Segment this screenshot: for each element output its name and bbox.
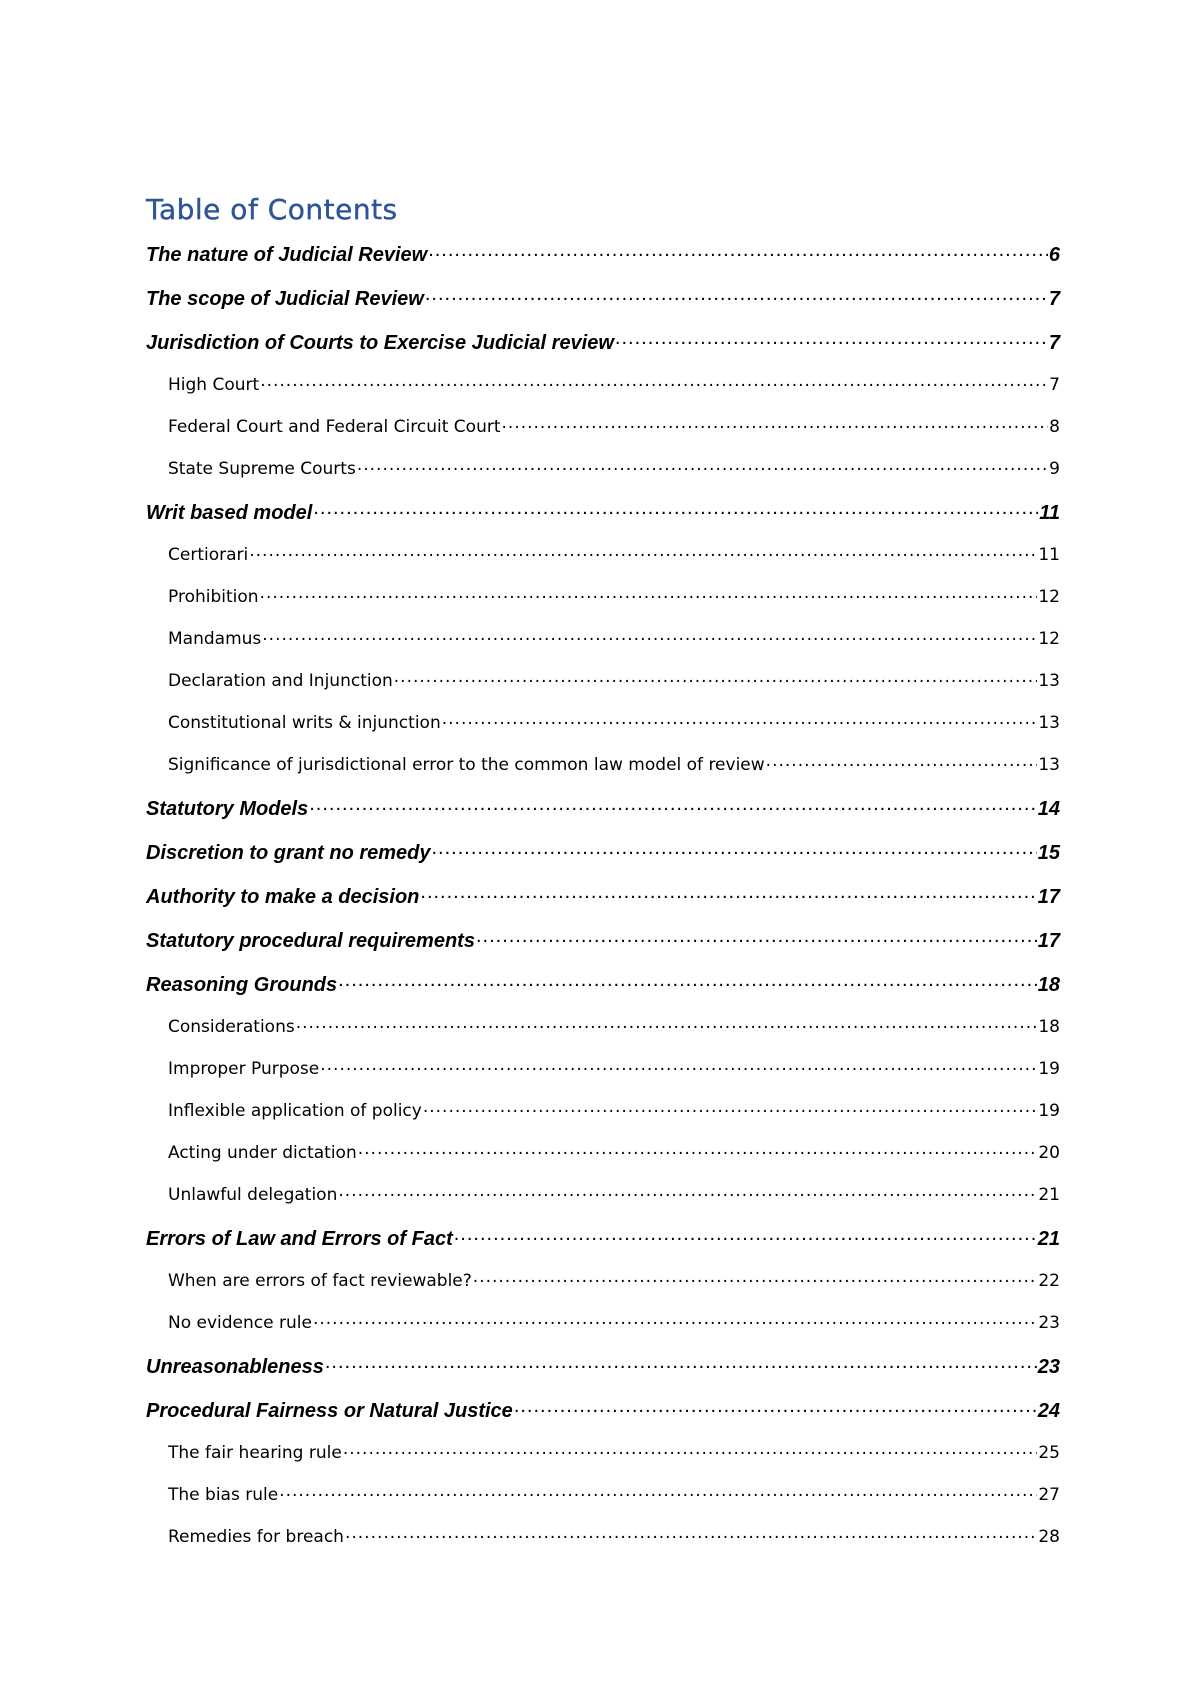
toc-subheading-entry[interactable] — [146, 753, 1060, 795]
toc-dot-leader — [249, 543, 1037, 560]
toc-entry-label: Federal Court and Federal Circuit Court — [168, 417, 501, 437]
toc-heading-entry[interactable] — [146, 1353, 1060, 1397]
toc-entry-label: Certiorari — [168, 545, 249, 565]
toc-dot-leader — [260, 585, 1038, 602]
toc-dot-leader — [394, 669, 1038, 686]
toc-subheading-entry[interactable] — [146, 415, 1060, 457]
toc-entry-label: Unreasonableness — [146, 1356, 324, 1378]
toc-dot-leader — [313, 499, 1038, 519]
toc-dot-leader — [442, 711, 1038, 728]
toc-page-number: 25 — [1038, 1443, 1060, 1463]
toc-subheading-entry[interactable] — [146, 1183, 1060, 1225]
toc-page-number: 19 — [1038, 1101, 1060, 1121]
toc-dot-leader — [454, 1225, 1037, 1245]
toc-heading-entry[interactable] — [146, 1397, 1060, 1441]
toc-dot-leader — [357, 457, 1048, 474]
toc-entry-label: Improper Purpose — [168, 1059, 320, 1079]
toc-page-number: 13 — [1038, 671, 1060, 691]
toc-dot-leader — [473, 1269, 1038, 1286]
toc-page-number: 11 — [1038, 545, 1060, 565]
toc-page-number: 7 — [1048, 288, 1060, 310]
toc-page-number: 12 — [1038, 629, 1060, 649]
toc-heading-entry[interactable] — [146, 285, 1060, 329]
toc-heading-entry[interactable] — [146, 839, 1060, 883]
toc-dot-leader — [313, 1311, 1037, 1328]
toc-heading-entry[interactable] — [146, 241, 1060, 285]
toc-entry-label: Inflexible application of policy — [168, 1101, 422, 1121]
toc-heading-entry[interactable] — [146, 1225, 1060, 1269]
toc-entry-label: Authority to make a decision — [146, 886, 420, 908]
toc-entry-label: Statutory procedural requirements — [146, 930, 475, 952]
toc-entry-label: Reasoning Grounds — [146, 974, 338, 996]
toc-page-number: 9 — [1049, 459, 1060, 479]
toc-heading-entry[interactable] — [146, 795, 1060, 839]
toc-dot-leader — [338, 1183, 1037, 1200]
toc-entry-label: When are errors of fact reviewable? — [168, 1271, 472, 1291]
toc-page-number: 22 — [1038, 1271, 1060, 1291]
toc-dot-leader — [320, 1057, 1037, 1074]
toc-page-number: 27 — [1038, 1485, 1060, 1505]
toc-page-number: 7 — [1049, 375, 1060, 395]
toc-page-number: 13 — [1038, 755, 1060, 775]
toc-subheading-entry[interactable] — [146, 711, 1060, 753]
toc-dot-leader — [358, 1141, 1038, 1158]
toc-heading-entry[interactable] — [146, 499, 1060, 543]
toc-dot-leader — [428, 241, 1048, 261]
toc-subheading-entry[interactable] — [146, 1057, 1060, 1099]
toc-dot-leader — [476, 927, 1037, 947]
toc-subheading-entry[interactable] — [146, 1099, 1060, 1141]
toc-page-number: 24 — [1037, 1400, 1060, 1422]
toc-dot-leader — [432, 839, 1037, 859]
toc-page-number: 19 — [1038, 1059, 1060, 1079]
toc-dot-leader — [343, 1441, 1038, 1458]
toc-entry-label: Declaration and Injunction — [168, 671, 393, 691]
toc-subheading-entry[interactable] — [146, 1441, 1060, 1483]
toc-entry-label: State Supreme Courts — [168, 459, 356, 479]
toc-heading-entry[interactable] — [146, 883, 1060, 927]
toc-dot-leader — [345, 1525, 1037, 1542]
toc-page-number: 14 — [1037, 798, 1060, 820]
toc-page-number: 15 — [1037, 842, 1060, 864]
toc-entry-label: No evidence rule — [168, 1313, 312, 1333]
toc-dot-leader — [309, 795, 1037, 815]
toc-page-number: 21 — [1037, 1228, 1060, 1250]
toc-entry-label: High Court — [168, 375, 260, 395]
toc-heading-entry[interactable] — [146, 329, 1060, 373]
toc-entry-label: Significance of jurisdictional error to the common law model of review — [168, 755, 765, 775]
toc-subheading-entry[interactable] — [146, 1311, 1060, 1353]
toc-dot-leader — [296, 1015, 1038, 1032]
toc-entry-label: Writ based model — [146, 502, 313, 524]
toc-entry-label: Considerations — [168, 1017, 295, 1037]
toc-subheading-entry[interactable] — [146, 1525, 1060, 1567]
toc-entry-label: Procedural Fairness or Natural Justice — [146, 1400, 513, 1422]
toc-dot-leader — [262, 627, 1037, 644]
toc-entry-label: Discretion to grant no remedy — [146, 842, 431, 864]
toc-page-number: 18 — [1038, 1017, 1060, 1037]
toc-dot-leader — [615, 329, 1048, 349]
toc-subheading-entry[interactable] — [146, 1483, 1060, 1525]
toc-dot-leader — [338, 971, 1037, 991]
toc-entry-label: Remedies for breach — [168, 1527, 344, 1547]
toc-page-number: 11 — [1039, 502, 1060, 524]
toc-entry-label: Unlawful delegation — [168, 1185, 338, 1205]
toc-page-number: 13 — [1038, 713, 1060, 733]
toc-dot-leader — [325, 1353, 1037, 1373]
toc-page-number: 7 — [1048, 332, 1060, 354]
toc-entry-label: Acting under dictation — [168, 1143, 357, 1163]
toc-entry-label: Mandamus — [168, 629, 262, 649]
toc-entry-label: The fair hearing rule — [168, 1443, 342, 1463]
toc-entry-label: The scope of Judicial Review — [146, 288, 424, 310]
toc-page-number: 12 — [1038, 587, 1060, 607]
toc-subheading-entry[interactable] — [146, 457, 1060, 499]
toc-page-number: 23 — [1037, 1356, 1060, 1378]
toc-page-number: 28 — [1038, 1527, 1060, 1547]
toc-subheading-entry[interactable] — [146, 1141, 1060, 1183]
toc-dot-leader — [420, 883, 1036, 903]
toc-page-number: 6 — [1048, 244, 1060, 266]
toc-entry-label: Statutory Models — [146, 798, 309, 820]
toc-page-number: 18 — [1037, 974, 1060, 996]
toc-subheading-entry[interactable] — [146, 669, 1060, 711]
toc-dot-leader — [279, 1483, 1037, 1500]
table-of-contents — [146, 192, 1060, 1567]
toc-entry-label: Errors of Law and Errors of Fact — [146, 1228, 453, 1250]
toc-page-number: 23 — [1038, 1313, 1060, 1333]
toc-subheading-entry[interactable] — [146, 373, 1060, 415]
toc-heading-entry[interactable] — [146, 971, 1060, 1015]
toc-subheading-entry[interactable] — [146, 627, 1060, 669]
toc-title: Table of Contents — [146, 193, 398, 226]
toc-page-number: 17 — [1037, 930, 1060, 952]
toc-entry-label: The nature of Judicial Review — [146, 244, 428, 266]
toc-subheading-entry[interactable] — [146, 1269, 1060, 1311]
toc-entry-label: The bias rule — [168, 1485, 279, 1505]
toc-dot-leader — [425, 285, 1048, 305]
toc-dot-leader — [766, 753, 1038, 770]
toc-subheading-entry[interactable] — [146, 585, 1060, 627]
toc-entry-label: Prohibition — [168, 587, 259, 607]
toc-page-number: 21 — [1038, 1185, 1060, 1205]
toc-dot-leader — [260, 373, 1048, 390]
toc-entry-list — [146, 241, 1060, 1567]
toc-page-number: 17 — [1037, 886, 1060, 908]
toc-page-number: 8 — [1049, 417, 1060, 437]
toc-dot-leader — [502, 415, 1049, 432]
toc-dot-leader — [423, 1099, 1038, 1116]
toc-entry-label: Constitutional writs & injunction — [168, 713, 441, 733]
toc-subheading-entry[interactable] — [146, 543, 1060, 585]
toc-subheading-entry[interactable] — [146, 1015, 1060, 1057]
toc-page-number: 20 — [1038, 1143, 1060, 1163]
toc-entry-label: Jurisdiction of Courts to Exercise Judicial review — [146, 332, 614, 354]
toc-dot-leader — [514, 1397, 1037, 1417]
toc-heading-entry[interactable] — [146, 927, 1060, 971]
